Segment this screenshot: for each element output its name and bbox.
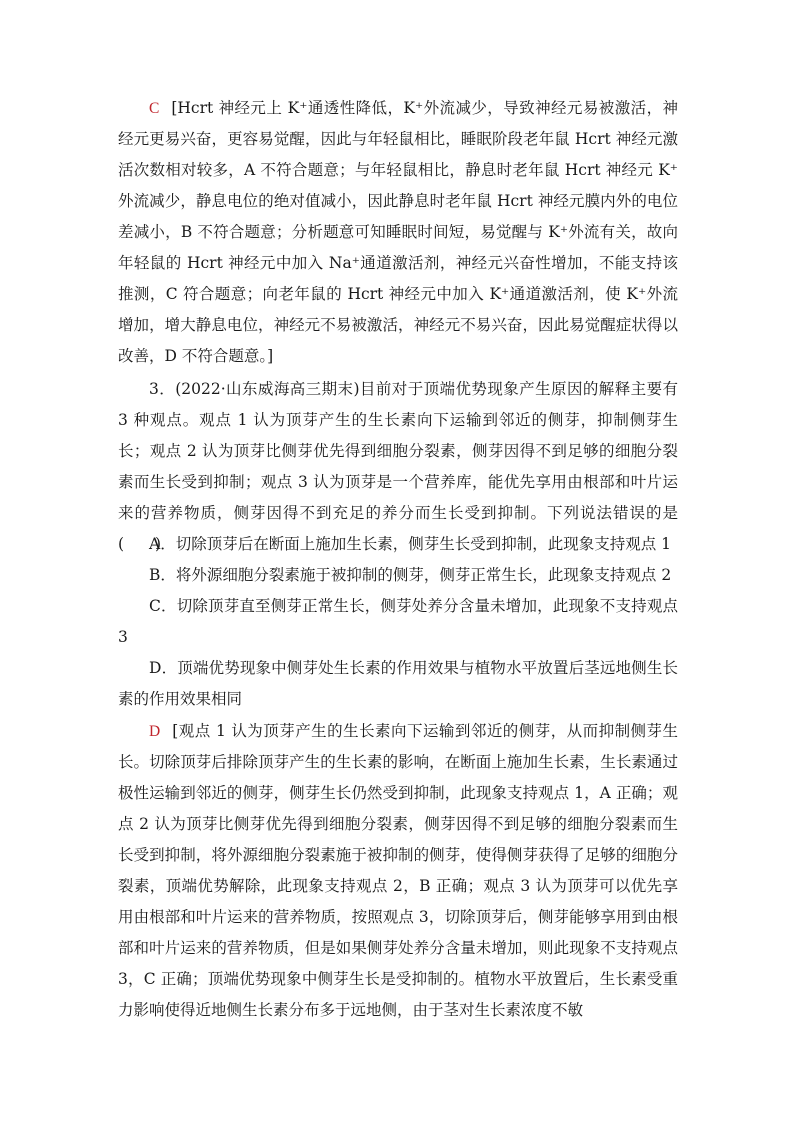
q3-answer-letter: D (149, 723, 161, 740)
q2-answer-letter: C (149, 100, 160, 117)
q3-option-a: A．切除顶芽后在断面上施加生长素，侧芽生长受到抑制，此现象支持观点 1 (149, 535, 671, 553)
q3-option-b: B．将外源细胞分裂素施于被抑制的侧芽，侧芽正常生长，此现象支持观点 2 (149, 566, 672, 584)
q3-answer-text: [观点 1 认为顶芽产生的生长素向下运输到邻近的侧芽，从而抑制侧芽生长。切除顶芽后排除顶芽产生的生长素的影响，在断面上施加生长素，生长素通过极性运输到邻近的侧芽，侧芽生长仍然受到抑制，此现象支持观点 1，A 正确；观点 2 认为顶芽比侧芽优先得到细胞分裂素，侧芽因得不到足够的细胞分裂素而生长受到抑制，将外源细胞分裂素施于被抑制的侧芽，使得侧芽获得了足够的细胞分裂素，顶端优势解除，此现象支持观点 2，B 正确；观点 3 认为顶芽可以优先享用由根部和叶片运来的营养物质，按照观点 3，切除顶芽后，侧芽能够享用到由根部和叶片运来的营养物质，但是如果侧芽处养分含量未增加，则此现象不支持观点 3，C 正确；顶端优势现象中侧芽生长是受抑制的。植物水平放置后，生长素受重力影响使得近地侧生长素分布多于远地侧，由于茎对生长素浓度不敏 (118, 722, 678, 1019)
q2-answer-explanation (118, 93, 678, 373)
q3-option-d: D．顶端优势现象中侧芽处生长素的作用效果与植物水平放置后茎远地侧生长素的作用效果相同 (118, 659, 678, 708)
q3-stem: 3．(2022·山东威海高三期末)目前对于顶端优势现象产生原因的解释主要有 3 种观点。观点 1 认为顶芽产生的生长素向下运输到邻近的侧芽，抑制侧芽生长；观点 2 认为顶芽比侧芽优先得到细胞分裂素，侧芽因得不到足够的细胞分裂素而生长受到抑制；观点 3 认为顶芽是一个营养库，能优先享用由根部和叶片运来的营养物质，侧芽因得不到充足的养分而生长受到抑制。下列说法错误的是( ) (118, 380, 678, 553)
q3-option-c: C．切除顶芽直至侧芽正常生长，侧芽处养分含量未增加，此现象不支持观点 3 (118, 597, 678, 646)
q2-answer-text: [Hcrt 神经元上 K⁺通透性降低，K⁺外流减少，导致神经元易被激活，神经元更易兴奋，更容易觉醒，因此与年轻鼠相比，睡眠阶段老年鼠 Hcrt 神经元激活次数相对较多，A 不符合题意；与年轻鼠相比，静息时老年鼠 Hcrt 神经元 K⁺外流减少，静息电位的绝对值减小，因此静息时老年鼠 Hcrt 神经元膜内外的电位差减小，B 不符合题意；分析题意可知睡眠时间短，易觉醒与 K⁺外流有关，故向年轻鼠的 Hcrt 神经元中加入 Na⁺通道激活剂，神经元兴奋性增加，不能支持该推测，C 符合题意；向老年鼠的 Hcrt 神经元中加入 K⁺通道激活剂，使 K⁺外流增加，增大静息电位，神经元不易被激活，神经元不易兴奋，因此易觉醒症状得以改善，D 不符合题意。] (118, 99, 678, 365)
q3-answer-explanation (118, 716, 678, 1026)
